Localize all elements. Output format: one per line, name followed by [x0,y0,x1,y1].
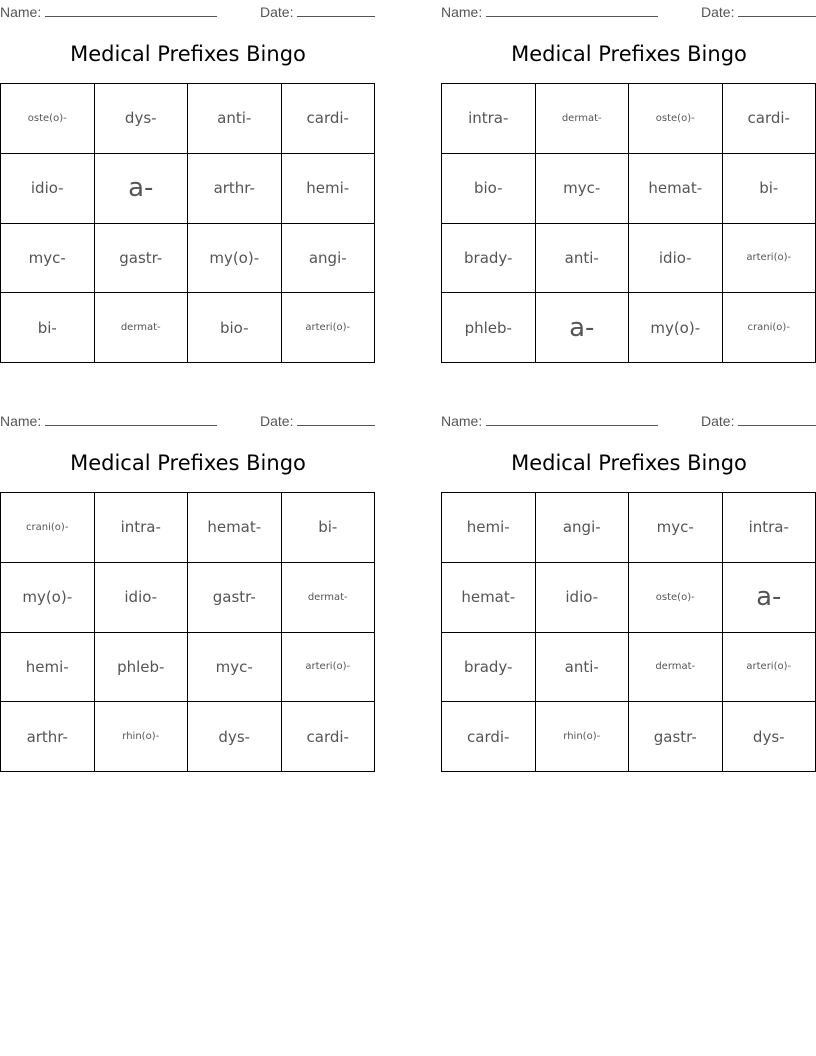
date-field [260,412,375,429]
bingo-cell: gastr- [95,224,189,294]
name-field [441,412,658,429]
date-label: Date: [701,413,735,429]
bingo-cell: arthr- [188,154,282,224]
bingo-card-1 [0,0,376,372]
bingo-cell: arteri(o)- [282,633,376,703]
bingo-cell: phleb- [95,633,189,703]
date-line[interactable] [297,412,375,426]
bingo-cell: my(o)- [1,563,95,633]
bingo-cell: brady- [442,224,536,294]
bingo-cell: angi- [536,493,630,563]
bingo-cell: myc- [629,493,723,563]
bingo-cell: my(o)- [629,293,723,363]
name-label: Name: [441,413,483,429]
bingo-cell: hemi- [1,633,95,703]
bingo-grid [0,83,375,363]
name-line[interactable] [486,412,658,426]
bingo-cell: intra- [95,493,189,563]
name-field [0,3,217,20]
bingo-cell: cardi- [442,702,536,772]
bingo-cell: dys- [723,702,816,772]
name-field [441,3,658,20]
bingo-cell: anti- [536,224,630,294]
bingo-cell: dermat- [95,293,189,363]
bingo-cell: a- [723,563,816,633]
bingo-cell: oste(o)- [629,84,723,154]
bingo-grid [441,83,816,363]
card-title: Medical Prefixes Bingo [70,451,306,475]
bingo-cell: bio- [188,293,282,363]
bingo-cell: oste(o)- [629,563,723,633]
name-label: Name: [0,413,42,429]
header-row [441,409,816,429]
bingo-cell: a- [95,154,189,224]
bingo-cell: rhin(o)- [95,702,189,772]
bingo-cell: idio- [95,563,189,633]
bingo-cell: crani(o)- [1,493,95,563]
date-line[interactable] [738,3,816,17]
bingo-cell: brady- [442,633,536,703]
bingo-cell: phleb- [442,293,536,363]
bingo-cell: cardi- [723,84,816,154]
bingo-cell: myc- [188,633,282,703]
bingo-cell: hemi- [442,493,536,563]
bingo-cell: idio- [629,224,723,294]
bingo-cell: dys- [188,702,282,772]
bingo-cell: intra- [442,84,536,154]
date-label: Date: [260,4,294,20]
bingo-cell: rhin(o)- [536,702,630,772]
bingo-cell: hemat- [188,493,282,563]
header-row [0,0,376,20]
bingo-cell: bi- [1,293,95,363]
bingo-card-3 [0,409,376,781]
bingo-cell: bi- [282,493,376,563]
name-line[interactable] [45,412,217,426]
bingo-cell: gastr- [629,702,723,772]
card-title: Medical Prefixes Bingo [511,451,747,475]
bingo-cell: crani(o)- [723,293,816,363]
bingo-cell: dermat- [282,563,376,633]
date-field [260,3,375,20]
bingo-grid [441,492,816,772]
bingo-cell: a- [536,293,630,363]
bingo-grid [0,492,375,772]
bingo-cell: cardi- [282,702,376,772]
bingo-cell: anti- [536,633,630,703]
bingo-cell: angi- [282,224,376,294]
bingo-cell: my(o)- [188,224,282,294]
bingo-card-4 [441,409,816,781]
bingo-cell: intra- [723,493,816,563]
bingo-cell: anti- [188,84,282,154]
bingo-cell: hemi- [282,154,376,224]
date-label: Date: [701,4,735,20]
bingo-cell: myc- [536,154,630,224]
bingo-cell: arteri(o)- [723,224,816,294]
bingo-cell: hemat- [629,154,723,224]
bingo-cell: bi- [723,154,816,224]
bingo-card-2 [441,0,816,372]
bingo-cell: arteri(o)- [282,293,376,363]
header-row [441,0,816,20]
name-label: Name: [441,4,483,20]
bingo-cell: dermat- [536,84,630,154]
bingo-cell: oste(o)- [1,84,95,154]
bingo-cell: hemat- [442,563,536,633]
bingo-cell: arteri(o)- [723,633,816,703]
date-label: Date: [260,413,294,429]
bingo-cell: myc- [1,224,95,294]
bingo-cell: cardi- [282,84,376,154]
date-line[interactable] [297,3,375,17]
bingo-cell: idio- [1,154,95,224]
name-line[interactable] [486,3,658,17]
bingo-cell: idio- [536,563,630,633]
name-line[interactable] [45,3,217,17]
date-field [701,3,816,20]
bingo-cell: gastr- [188,563,282,633]
date-line[interactable] [738,412,816,426]
date-field [701,412,816,429]
bingo-cell: dermat- [629,633,723,703]
bingo-cell: arthr- [1,702,95,772]
card-title: Medical Prefixes Bingo [511,42,747,66]
card-title: Medical Prefixes Bingo [70,42,306,66]
bingo-cell: dys- [95,84,189,154]
name-field [0,412,217,429]
header-row [0,409,376,429]
bingo-cell: bio- [442,154,536,224]
name-label: Name: [0,4,42,20]
